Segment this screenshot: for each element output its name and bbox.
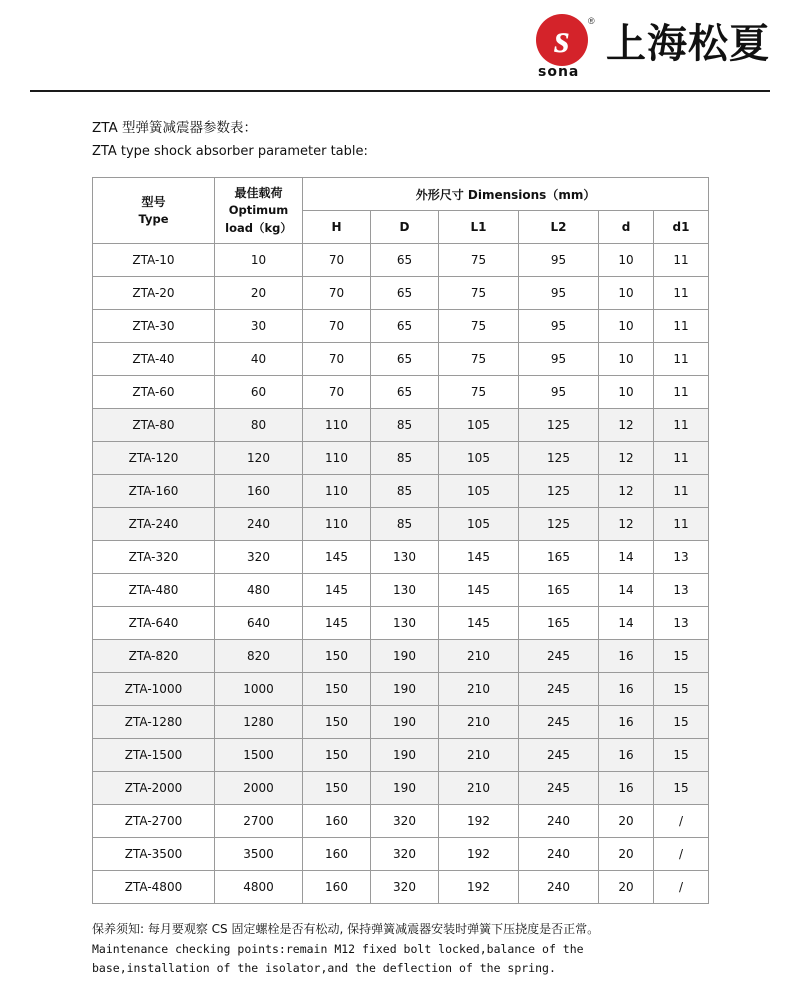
cell-h: 150 xyxy=(303,673,371,706)
cell-d: 16 xyxy=(599,640,654,673)
header-load-unit: load（kg） xyxy=(225,220,292,235)
cell-d1: 11 xyxy=(654,343,709,376)
cell-load: 1500 xyxy=(215,739,303,772)
cell-type: ZTA-320 xyxy=(93,541,215,574)
parameter-table xyxy=(92,177,709,904)
cell-d: 85 xyxy=(371,442,439,475)
cell-l2: 95 xyxy=(519,277,599,310)
cell-h: 150 xyxy=(303,640,371,673)
cell-l2: 240 xyxy=(519,838,599,871)
cell-load: 1000 xyxy=(215,673,303,706)
cell-l2: 240 xyxy=(519,871,599,904)
header-dimensions-group: 外形尺寸 Dimensions（mm） xyxy=(303,178,709,211)
cell-load: 30 xyxy=(215,310,303,343)
cell-d: 65 xyxy=(371,310,439,343)
cell-d: 12 xyxy=(599,475,654,508)
cell-d1: 11 xyxy=(654,277,709,310)
cell-type: ZTA-10 xyxy=(93,244,215,277)
table-row xyxy=(93,508,709,541)
cell-d: 20 xyxy=(599,871,654,904)
table-row xyxy=(93,706,709,739)
table-row xyxy=(93,409,709,442)
header-col-d1: d1 xyxy=(654,211,709,244)
table-row xyxy=(93,310,709,343)
cell-type: ZTA-4800 xyxy=(93,871,215,904)
cell-d: 320 xyxy=(371,805,439,838)
cell-d: 85 xyxy=(371,508,439,541)
cell-d1: / xyxy=(654,871,709,904)
cell-h: 70 xyxy=(303,343,371,376)
cell-d: 16 xyxy=(599,739,654,772)
cell-l2: 245 xyxy=(519,673,599,706)
cell-h: 145 xyxy=(303,607,371,640)
cell-d: 190 xyxy=(371,673,439,706)
table-row xyxy=(93,739,709,772)
page-header xyxy=(0,0,800,92)
cell-h: 150 xyxy=(303,772,371,805)
cell-l1: 210 xyxy=(439,640,519,673)
cell-d1: 11 xyxy=(654,244,709,277)
cell-d1: 11 xyxy=(654,508,709,541)
cell-l1: 192 xyxy=(439,871,519,904)
cell-l1: 75 xyxy=(439,277,519,310)
cell-h: 70 xyxy=(303,277,371,310)
cell-h: 160 xyxy=(303,871,371,904)
cell-type: ZTA-480 xyxy=(93,574,215,607)
table-row xyxy=(93,541,709,574)
table-row xyxy=(93,376,709,409)
cell-d: 10 xyxy=(599,277,654,310)
title-en: ZTA type shock absorber parameter table: xyxy=(92,144,368,159)
cell-h: 110 xyxy=(303,475,371,508)
page-title xyxy=(92,116,800,159)
cell-type: ZTA-3500 xyxy=(93,838,215,871)
table-row xyxy=(93,343,709,376)
cell-l2: 245 xyxy=(519,640,599,673)
cell-d: 65 xyxy=(371,277,439,310)
cell-d: 12 xyxy=(599,508,654,541)
cell-l2: 95 xyxy=(519,310,599,343)
cell-d: 10 xyxy=(599,376,654,409)
cell-load: 10 xyxy=(215,244,303,277)
cell-d: 10 xyxy=(599,244,654,277)
cell-load: 160 xyxy=(215,475,303,508)
cell-l1: 210 xyxy=(439,772,519,805)
cell-d1: 11 xyxy=(654,310,709,343)
cell-type: ZTA-20 xyxy=(93,277,215,310)
table-row xyxy=(93,442,709,475)
header-type-en: Type xyxy=(138,211,169,226)
registered-trademark-icon: ® xyxy=(588,16,595,26)
cell-l2: 125 xyxy=(519,475,599,508)
cell-type: ZTA-820 xyxy=(93,640,215,673)
cell-d1: 15 xyxy=(654,706,709,739)
table-row xyxy=(93,805,709,838)
cell-l2: 245 xyxy=(519,739,599,772)
cell-d1: 11 xyxy=(654,475,709,508)
cell-d1: 13 xyxy=(654,574,709,607)
cell-l1: 105 xyxy=(439,409,519,442)
cell-d: 20 xyxy=(599,805,654,838)
cell-l2: 245 xyxy=(519,772,599,805)
cell-d1: 15 xyxy=(654,640,709,673)
cell-h: 150 xyxy=(303,706,371,739)
cell-type: ZTA-160 xyxy=(93,475,215,508)
cell-l2: 245 xyxy=(519,706,599,739)
cell-d: 130 xyxy=(371,574,439,607)
header-type xyxy=(93,178,215,244)
cell-d: 85 xyxy=(371,475,439,508)
header-col-l1: L1 xyxy=(439,211,519,244)
cell-l2: 165 xyxy=(519,607,599,640)
cell-type: ZTA-2700 xyxy=(93,805,215,838)
cell-l2: 125 xyxy=(519,442,599,475)
cell-d1: 15 xyxy=(654,739,709,772)
cell-d: 16 xyxy=(599,673,654,706)
cell-d1: 11 xyxy=(654,442,709,475)
cell-type: ZTA-60 xyxy=(93,376,215,409)
cell-d: 12 xyxy=(599,409,654,442)
cell-l1: 105 xyxy=(439,442,519,475)
cell-d1: 13 xyxy=(654,541,709,574)
cell-load: 3500 xyxy=(215,838,303,871)
cell-d: 65 xyxy=(371,244,439,277)
cell-d: 65 xyxy=(371,376,439,409)
logo-circle-shape xyxy=(536,14,588,66)
cell-type: ZTA-30 xyxy=(93,310,215,343)
cell-l2: 240 xyxy=(519,805,599,838)
cell-h: 110 xyxy=(303,508,371,541)
header-col-l2: L2 xyxy=(519,211,599,244)
cell-load: 320 xyxy=(215,541,303,574)
table-row xyxy=(93,772,709,805)
cell-d: 85 xyxy=(371,409,439,442)
cell-d: 16 xyxy=(599,706,654,739)
cell-load: 60 xyxy=(215,376,303,409)
header-col-h: H xyxy=(303,211,371,244)
logo-wordmark: sona xyxy=(538,64,580,80)
cell-d1: 13 xyxy=(654,607,709,640)
cell-d: 12 xyxy=(599,442,654,475)
cell-load: 240 xyxy=(215,508,303,541)
cell-d1: 11 xyxy=(654,409,709,442)
cell-h: 110 xyxy=(303,442,371,475)
cell-l1: 145 xyxy=(439,607,519,640)
cell-h: 145 xyxy=(303,574,371,607)
cell-d1: / xyxy=(654,838,709,871)
cell-type: ZTA-120 xyxy=(93,442,215,475)
cell-type: ZTA-1280 xyxy=(93,706,215,739)
cell-l1: 105 xyxy=(439,475,519,508)
cell-l1: 192 xyxy=(439,838,519,871)
table-row xyxy=(93,607,709,640)
cell-d: 190 xyxy=(371,706,439,739)
table-row xyxy=(93,475,709,508)
cell-l2: 95 xyxy=(519,376,599,409)
title-cn: ZTA 型弹簧减震器参数表： xyxy=(92,120,257,136)
cell-load: 4800 xyxy=(215,871,303,904)
table-row xyxy=(93,640,709,673)
cell-d: 10 xyxy=(599,343,654,376)
cell-type: ZTA-240 xyxy=(93,508,215,541)
cell-l1: 210 xyxy=(439,739,519,772)
cell-d: 14 xyxy=(599,607,654,640)
table-body xyxy=(93,244,709,904)
cell-d: 14 xyxy=(599,574,654,607)
cell-d: 320 xyxy=(371,871,439,904)
cell-d1: 15 xyxy=(654,772,709,805)
cell-type: ZTA-40 xyxy=(93,343,215,376)
cell-h: 150 xyxy=(303,739,371,772)
note-cn: 保养须知: 每月要观察 CS 固定螺栓是否有松动, 保持弹簧减震器安装时弹簧下压挠度是否正常。 xyxy=(92,922,600,936)
cell-d: 14 xyxy=(599,541,654,574)
cell-h: 110 xyxy=(303,409,371,442)
company-logo xyxy=(534,14,770,78)
cell-type: ZTA-2000 xyxy=(93,772,215,805)
cell-l1: 192 xyxy=(439,805,519,838)
cell-type: ZTA-1000 xyxy=(93,673,215,706)
cell-d1: 11 xyxy=(654,376,709,409)
cell-l2: 165 xyxy=(519,541,599,574)
cell-l2: 125 xyxy=(519,508,599,541)
cell-l2: 95 xyxy=(519,244,599,277)
cell-d: 190 xyxy=(371,772,439,805)
cell-load: 120 xyxy=(215,442,303,475)
cell-l1: 75 xyxy=(439,343,519,376)
cell-d: 10 xyxy=(599,310,654,343)
cell-l1: 145 xyxy=(439,574,519,607)
cell-l1: 210 xyxy=(439,673,519,706)
cell-l2: 95 xyxy=(519,343,599,376)
cell-load: 2000 xyxy=(215,772,303,805)
cell-d: 130 xyxy=(371,541,439,574)
header-load-en: Optimum xyxy=(228,203,289,218)
cell-h: 70 xyxy=(303,376,371,409)
cell-load: 820 xyxy=(215,640,303,673)
cell-l1: 75 xyxy=(439,244,519,277)
table-row xyxy=(93,244,709,277)
cell-h: 160 xyxy=(303,805,371,838)
sona-logo-icon xyxy=(534,14,596,78)
header-load xyxy=(215,178,303,244)
cell-load: 640 xyxy=(215,607,303,640)
cell-h: 70 xyxy=(303,310,371,343)
cell-h: 145 xyxy=(303,541,371,574)
cell-d: 65 xyxy=(371,343,439,376)
cell-type: ZTA-640 xyxy=(93,607,215,640)
cell-load: 40 xyxy=(215,343,303,376)
table-header xyxy=(93,178,709,244)
parameter-table-container xyxy=(92,177,708,904)
table-row xyxy=(93,871,709,904)
cell-load: 20 xyxy=(215,277,303,310)
cell-load: 80 xyxy=(215,409,303,442)
cell-l1: 145 xyxy=(439,541,519,574)
cell-l1: 75 xyxy=(439,376,519,409)
header-col-d: D xyxy=(371,211,439,244)
note-en-line2: base,installation of the isolator,and the deflection of the spring. xyxy=(92,961,556,976)
header-load-cn: 最佳载荷 xyxy=(234,186,283,201)
cell-type: ZTA-80 xyxy=(93,409,215,442)
cell-l2: 165 xyxy=(519,574,599,607)
cell-type: ZTA-1500 xyxy=(93,739,215,772)
cell-h: 160 xyxy=(303,838,371,871)
cell-d1: 15 xyxy=(654,673,709,706)
table-row xyxy=(93,277,709,310)
header-type-cn: 型号 xyxy=(141,194,166,209)
cell-d: 320 xyxy=(371,838,439,871)
cell-d: 190 xyxy=(371,739,439,772)
note-en-line1: Maintenance checking points:remain M12 fixed bolt locked,balance of the xyxy=(92,941,584,956)
table-row xyxy=(93,574,709,607)
cell-l1: 105 xyxy=(439,508,519,541)
cell-d: 16 xyxy=(599,772,654,805)
header-divider xyxy=(30,90,770,92)
cell-d: 130 xyxy=(371,607,439,640)
logo-letter: s xyxy=(554,15,570,61)
cell-load: 2700 xyxy=(215,805,303,838)
cell-d: 190 xyxy=(371,640,439,673)
cell-d: 20 xyxy=(599,838,654,871)
cell-h: 70 xyxy=(303,244,371,277)
cell-load: 480 xyxy=(215,574,303,607)
cell-load: 1280 xyxy=(215,706,303,739)
cell-l1: 75 xyxy=(439,310,519,343)
maintenance-note xyxy=(92,920,770,979)
table-row xyxy=(93,673,709,706)
table-row xyxy=(93,838,709,871)
cell-l2: 125 xyxy=(519,409,599,442)
company-name-cn: 上海松夏 xyxy=(606,21,770,67)
header-col-d: d xyxy=(599,211,654,244)
cell-d1: / xyxy=(654,805,709,838)
cell-l1: 210 xyxy=(439,706,519,739)
